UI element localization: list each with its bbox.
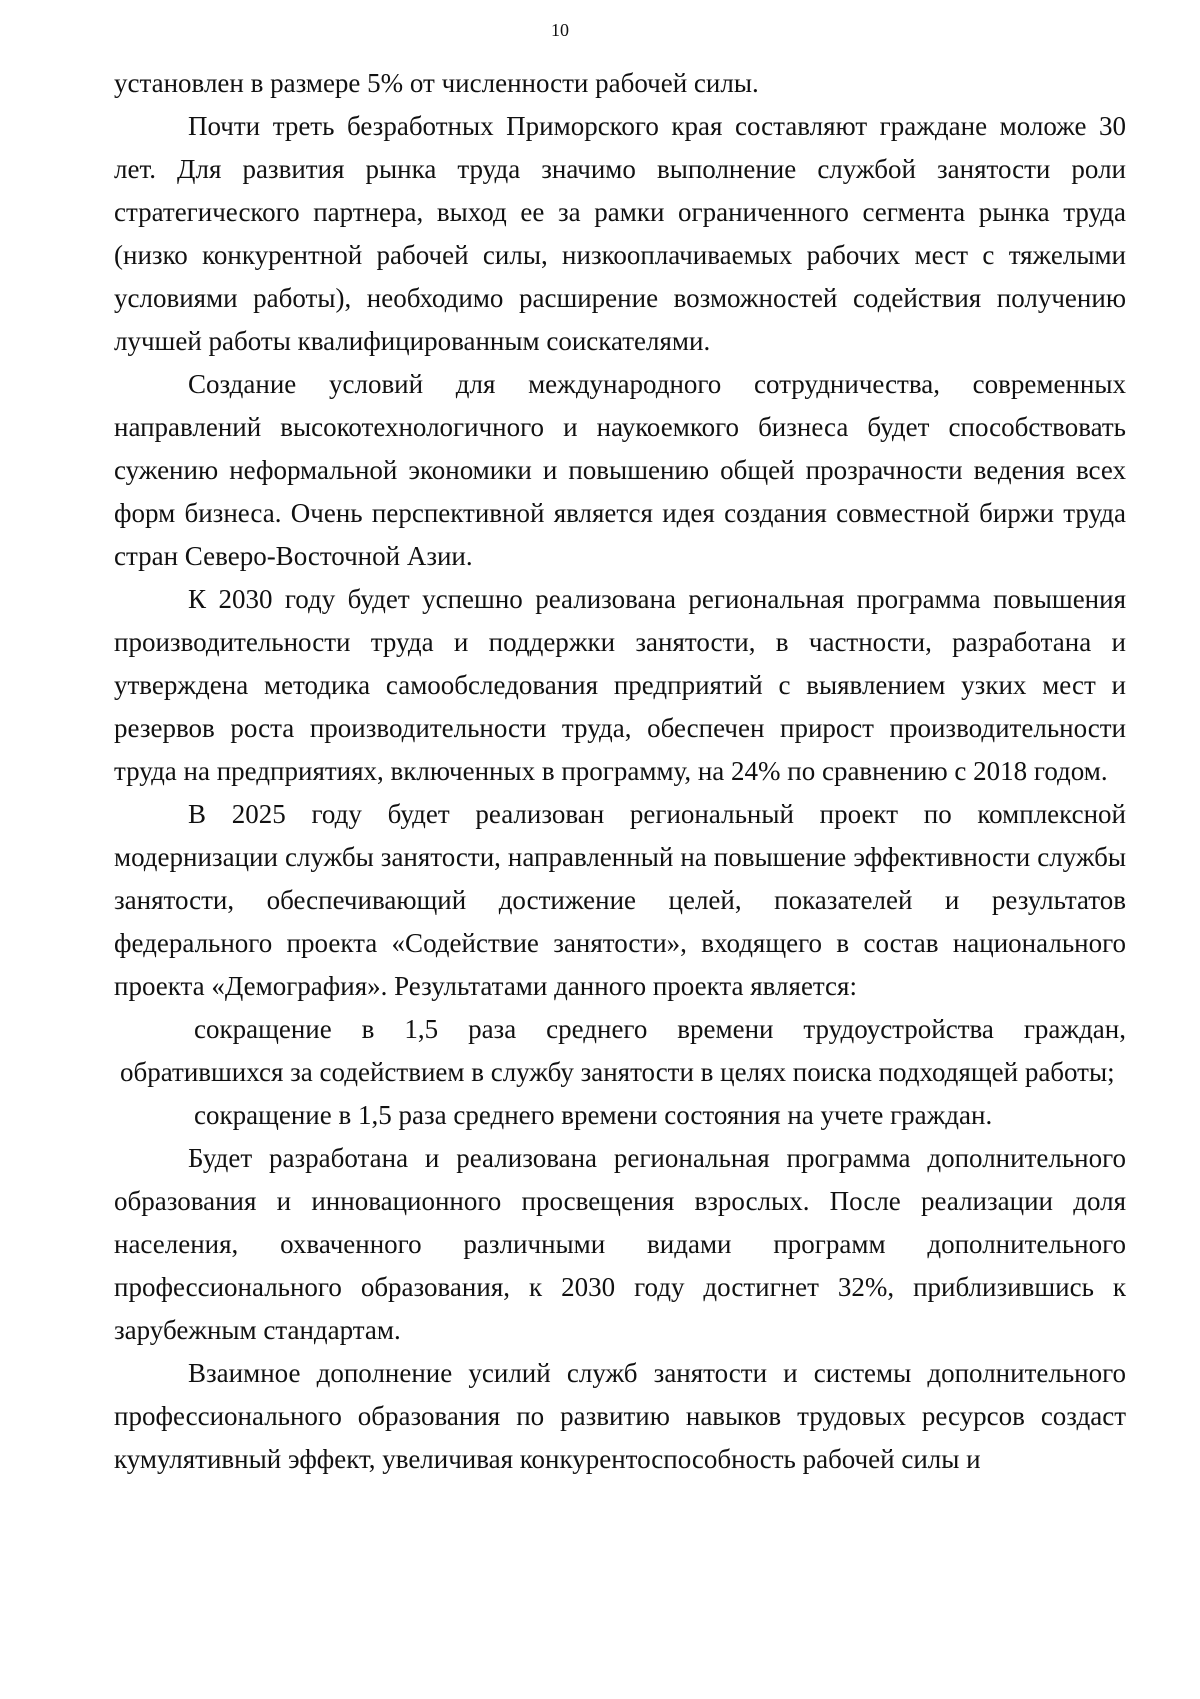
paragraph-adult-education: Будет разработана и реализована региональная программа дополнительного образования и инновационного просвещения взрослых. После реализации доля населения, охваченного различными видами программ дополнительного профессионального образования, к 2030 году достигнет 32%, приблизившись к зарубежным стандартам. (114, 1143, 1126, 1345)
list-item-registration-time: сокращение в 1,5 раза среднего времени состояния на учете граждан. (194, 1100, 993, 1130)
paragraph-employment-project: В 2025 году будет реализован региональный проект по комплексной модернизации службы занятости, направленный на повышение эффективности службы занятости, обеспечивающий достижение целей, показателей и результатов федерального проекта «Содействие занятости», входящего в состав национального проекта «Демография». Результатами данного проекта является: (114, 799, 1126, 1001)
page-number: 10 (551, 20, 569, 40)
paragraph-cumulative-effect: Взаимное дополнение усилий служб занятости и системы дополнительного профессионального образования по развитию навыков трудовых ресурсов создаст кумулятивный эффект, увеличивая конкурентоспособность рабочей силы и (114, 1358, 1126, 1474)
document-body (114, 62, 1126, 1481)
paragraph-youth-unemployment: Почти треть безработных Приморского края составляют граждане моложе 30 лет. Для развития рынка труда значимо выполнение службой занятости роли стратегического партнера, выход ее за рамки ограниченного сегмента рынка труда (низко конкурентной рабочей силы, низкооплачиваемых рабочих мест с тяжелыми условиями работы), необходимо расширение возможностей содействия получению лучшей работы квалифицированным соискателями. (114, 111, 1126, 356)
paragraph-productivity-program: К 2030 году будет успешно реализована региональная программа повышения производительности труда и поддержки занятости, в частности, разработана и утверждена методика самообследования предприятий с выявлением узких мест и резервов роста производительности труда, обеспечен прирост производительности труда на предприятиях, включенных в программу, на 24% по сравнению с 2018 годом. (114, 584, 1126, 786)
paragraph-continuation: установлен в размере 5% от численности рабочей силы. (114, 68, 759, 98)
list-item-employment-time: сокращение в 1,5 раза среднего времени трудоустройства граждан, обратившихся за содействием в службу занятости в целях поиска подходящей работы; (120, 1014, 1126, 1087)
paragraph-international-cooperation: Создание условий для международного сотрудничества, современных направлений высокотехнологичного и наукоемкого бизнеса будет способствовать сужению неформальной экономики и повышению общей прозрачности ведения всех форм бизнеса. Очень перспективной является идея создания совместной биржи труда стран Северо-Восточной Азии. (114, 369, 1126, 571)
